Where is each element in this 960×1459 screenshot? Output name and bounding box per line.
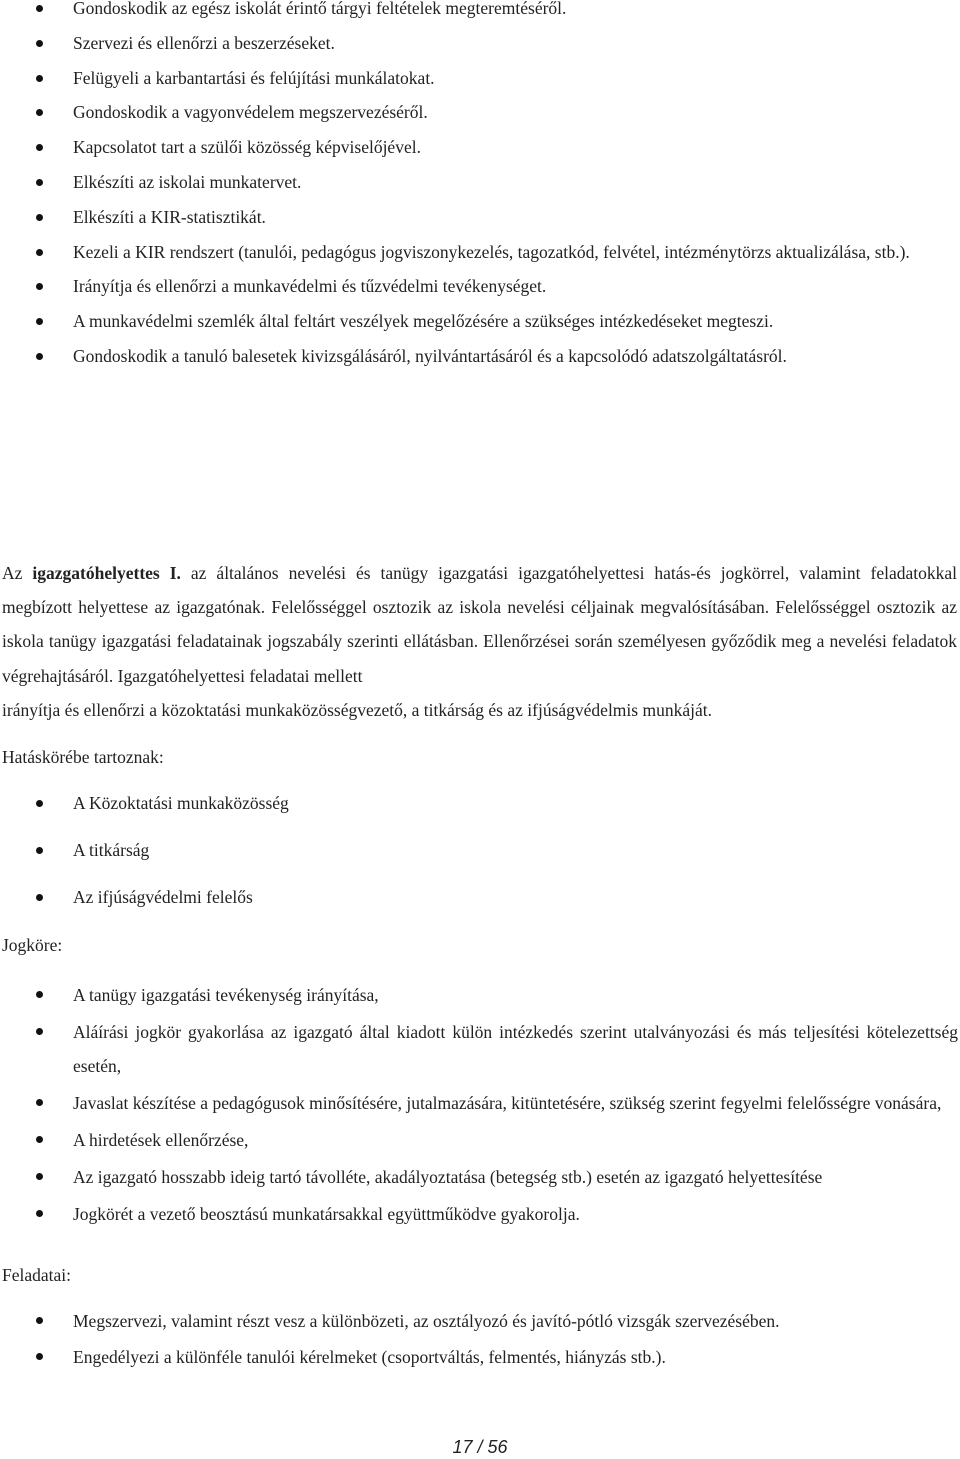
list-item: Kapcsolatot tart a szülői közösség képviselőjével. [0,131,960,165]
list-item: Javaslat készítése a pedagógusok minősítésére, jutalmazására, kitüntetésére, szükség szerint fegyelmi felelősségre vonására, [0,1086,960,1120]
deputy-description-paragraph [2,556,957,727]
page-number: 17 / 56 [452,1437,508,1457]
list-item: A hirdetések ellenőrzése, [0,1123,960,1157]
scope-heading: Hatáskörébe tartoznak: [2,747,164,767]
list-item: Aláírási jogkör gyakorlása az igazgató által kiadott külön intézkedés szerint utalványozási és más teljesítési kötelezettség esetén, [0,1015,960,1083]
tasks-heading: Feladatai: [2,1265,72,1285]
duties-list [0,0,960,375]
list-item: Felügyeli a karbantartási és felújítási munkálatokat. [0,62,960,96]
list-item: Az ifjúságvédelmi felelős [0,881,960,914]
list-item: A munkavédelmi szemlék által feltárt veszélyek megelőzésére a szükséges intézkedéseket megteszi. [0,305,960,339]
list-item: Az igazgató hosszabb ideig tartó távolléte, akadályoztatása (betegség stb.) esetén az igazgató helyettesítése [0,1160,960,1194]
deputy-title: igazgatóhelyettes I. [32,563,181,583]
intro-body: az általános nevelési és tanügy igazgatási igazgatóhelyettesi hatás-és jogkörrel, valamint feladatokkal megbízott helyettese az igazgatónak. Felelősséggel osztozik az iskola nevelési céljainak megvalósításában. Felelősséggel osztozik az iskola tanügy igazgatási feladatainak jogszabály szerinti ellátásban. Ellenőrzései során személyesen győződik meg a nevelési feladatok végrehajtásáról. Igazgatóhelyettesi feladatai mellett [2,563,957,686]
list-item: Megszervezi, valamint részt vesz a különbözeti, az osztályozó és javító-pótló vizsgák szervezésében. [0,1304,960,1338]
list-item: Elkészíti a KIR-statisztikát. [0,201,960,235]
list-item: Engedélyezi a különféle tanulói kérelmeket (csoportváltás, felmentés, hiányzás stb.). [0,1340,960,1374]
list-item: Elkészíti az iskolai munkatervet. [0,166,960,200]
authority-list [0,978,960,1234]
list-item: A Közoktatási munkaközösség [0,787,960,820]
list-item: Irányítja és ellenőrzi a munkavédelmi és tűzvédelmi tevékenységet. [0,270,960,304]
list-item: Gondoskodik a vagyonvédelem megszervezéséről. [0,96,960,130]
list-item: Gondoskodik a tanuló balesetek kivizsgálásáról, nyilvántartásáról és a kapcsolódó adatszolgáltatásról. [0,340,960,374]
list-item: Gondoskodik az egész iskolát érintő tárgyi feltételek megteremtéséről. [0,0,960,26]
list-item: A tanügy igazgatási tevékenység irányítása, [0,978,960,1012]
intro-last-line: irányítja és ellenőrzi a közoktatási munkaközösségvezető, a titkárság és az ifjúságvédelmis munkáját. [2,699,712,720]
intro-lead: Az [2,563,33,583]
list-item: Jogkörét a vezető beosztású munkatársakkal együttműködve gyakorolja. [0,1197,960,1231]
list-item: Szervezi és ellenőrzi a beszerzéseket. [0,27,960,61]
authority-heading: Jogköre: [2,935,63,955]
list-item: Kezeli a KIR rendszert (tanulói, pedagógus jogviszonykezelés, tagozatkód, felvétel, intézménytörzs aktualizálása, stb.). [0,236,960,270]
list-item: A titkárság [0,834,960,867]
scope-list [0,787,960,928]
tasks-list [0,1304,960,1376]
